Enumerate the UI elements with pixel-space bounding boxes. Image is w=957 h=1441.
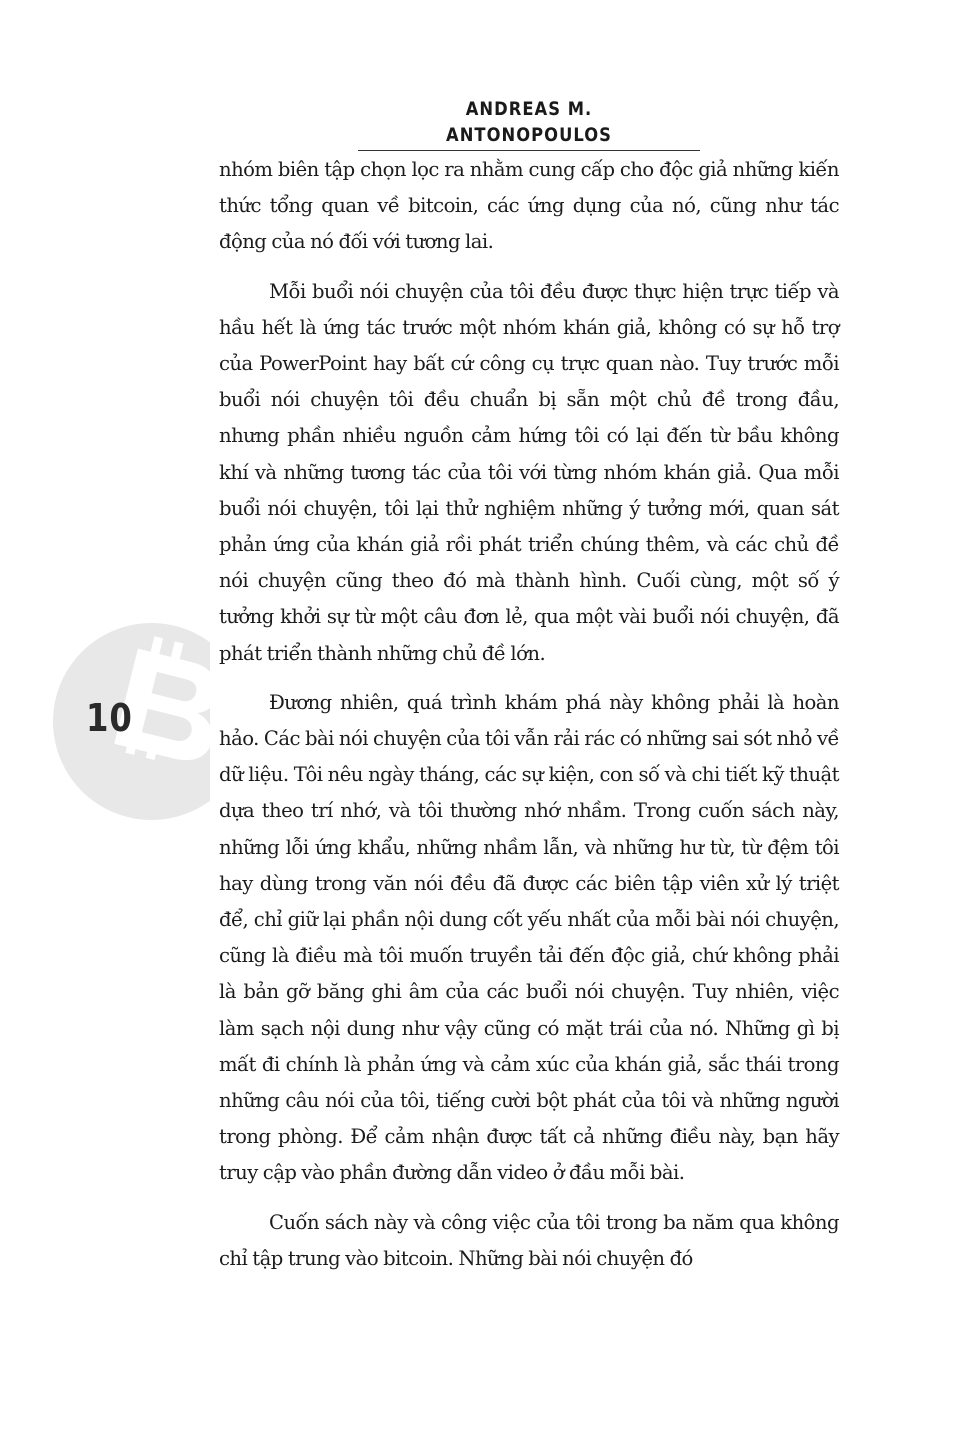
- header-rule: [358, 150, 700, 151]
- paragraph: Đương nhiên, quá trình khám phá này không phải là hoàn hảo. Các bài nói chuyện của tôi vẫn rải rác có những sai sót nhỏ về dữ liệu. Tôi nêu ngày tháng, các sự kiện, con số và chi tiết kỹ thuật dựa theo trí nhớ, và tôi thường nhớ nhầm. Trong cuốn sách này, những lỗi ứng khẩu, những nhầm lẫn, và những hư từ, từ đệm tôi hay dùng trong văn nói đều đã được các biên tập viên xử lý triệt để, chỉ giữ lại phần nội dung cốt yếu nhất của mỗi bài nói chuyện, cũng là điều mà tôi muốn truyền tải đến độc giả, chứ không phải là bản gỡ băng ghi âm của các buổi nói chuyện. Tuy nhiên, việc làm sạch nội dung như vậy cũng có mặt trái của nó. Những gì bị mất đi chính là phản ứng và cảm xúc của khán giả, sắc thái trong những câu nói của tôi, tiếng cười bột phát của tôi và những người trong phòng. Để cảm nhận được tất cả những điều này, bạn hãy truy cập vào phần đường dẫn video ở đầu mỗi bài.: [219, 690, 839, 1185]
- page-marker: [0, 590, 210, 850]
- paragraph: Cuốn sách này và công việc của tôi trong ba năm qua không chỉ tập trung vào bitcoin. Những bài nói chuyện đó: [219, 1210, 839, 1270]
- running-header: [358, 96, 700, 151]
- page-number: 10: [86, 696, 133, 740]
- paragraph: Mỗi buổi nói chuyện của tôi đều được thực hiện trực tiếp và hầu hết là ứng tác trước một nhóm khán giả, không có sự hỗ trợ của PowerPoint hay bất cứ công cụ trực quan nào. Tuy trước mỗi buổi nói chuyện tôi đều chuẩn bị sẵn một chủ đề trong đầu, nhưng phần nhiều nguồn cảm hứng tôi có lại đến từ bầu không khí và những tương tác của tôi với từng nhóm khán giả. Qua mỗi buổi nói chuyện, tôi lại thử nghiệm những ý tưởng mới, quan sát phản ứng của khán giả rồi phát triển chúng thêm, và các chủ đề nói chuyện cũng theo đó mà thành hình. Cuối cùng, một số ý tưởng khởi sự từ một câu đơn lẻ, qua một vài buổi nói chuyện, đã phát triển thành những chủ đề lớn.: [219, 279, 839, 665]
- header-author: ANDREAS M. ANTONOPOULOS: [446, 98, 612, 146]
- body-text: [219, 152, 839, 1277]
- paragraph-continued: nhóm biên tập chọn lọc ra nhằm cung cấp cho độc giả những kiến thức tổng quan về bitcoin, các ứng dụng của nó, cũng như tác động của nó đối với tương lai.: [219, 158, 839, 254]
